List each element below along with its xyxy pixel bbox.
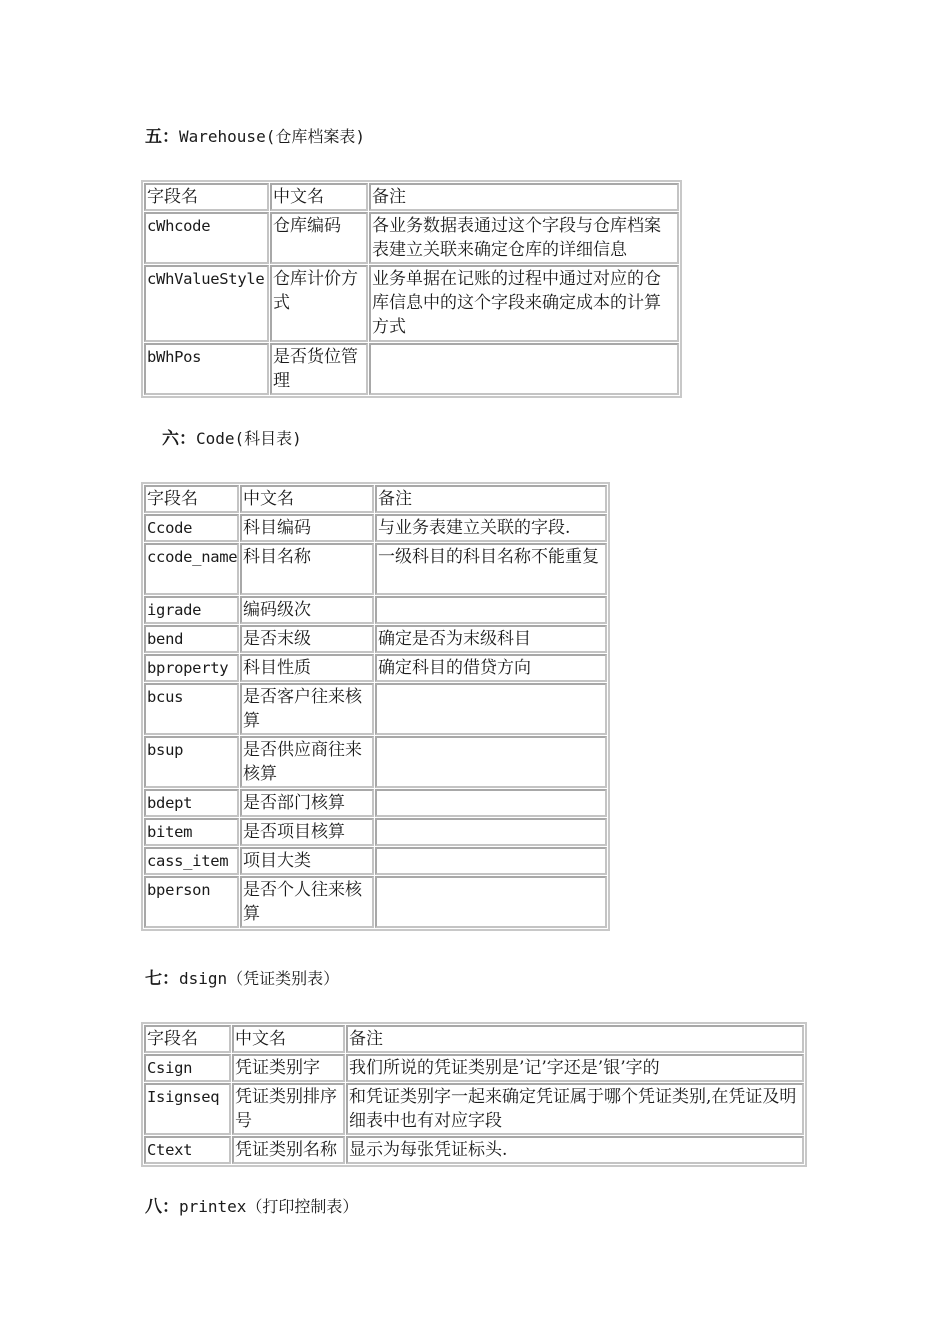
dsign-fields-table [141, 1022, 807, 1167]
remark-cell [375, 596, 607, 624]
chinese-name-cell: 是否供应商往来核算 [240, 736, 374, 788]
remark-cell: 与业务表建立关联的字段. [375, 514, 607, 542]
field-name-cell: Csign [144, 1054, 231, 1082]
section-number: 七： [145, 969, 179, 989]
table-row [144, 789, 607, 817]
table-row [144, 543, 607, 595]
chinese-name-cell: 是否部门核算 [240, 789, 374, 817]
remark-cell: 和凭证类别字一起来确定凭证属于哪个凭证类别,在凭证及明细表中也有对应字段 [346, 1083, 804, 1135]
table-header-row [144, 485, 607, 513]
field-name-cell: bWhPos [144, 343, 269, 395]
table-row [144, 847, 607, 875]
chinese-name-cell: 凭证类别名称 [232, 1136, 345, 1164]
header-cell: 备注 [346, 1025, 804, 1053]
header-cell: 中文名 [270, 183, 368, 211]
section-number: 八： [145, 1197, 179, 1217]
field-name-cell: ccode_name [144, 543, 239, 595]
field-name-cell: bend [144, 625, 239, 653]
section-heading-printex [145, 1197, 358, 1217]
field-name-cell: bitem [144, 818, 239, 846]
chinese-name-cell: 科目编码 [240, 514, 374, 542]
header-cell: 字段名 [144, 183, 269, 211]
warehouse-fields-table [141, 180, 682, 398]
header-cell: 中文名 [232, 1025, 345, 1053]
table-row [144, 212, 679, 264]
section-heading-warehouse [145, 127, 365, 147]
table-row [144, 596, 607, 624]
remark-cell [375, 683, 607, 735]
table-row [144, 343, 679, 395]
remark-cell: 各业务数据表通过这个字段与仓库档案表建立关联来确定仓库的详细信息 [369, 212, 679, 264]
remark-cell: 一级科目的科目名称不能重复 [375, 543, 607, 595]
field-name-cell: Ccode [144, 514, 239, 542]
table-row [144, 683, 607, 735]
header-cell: 字段名 [144, 485, 239, 513]
chinese-name-cell: 项目大类 [240, 847, 374, 875]
remark-cell: 确定是否为末级科目 [375, 625, 607, 653]
field-name-cell: igrade [144, 596, 239, 624]
section-number: 五： [145, 127, 179, 147]
remark-cell: 业务单据在记账的过程中通过对应的仓库信息中的这个字段来确定成本的计算方式 [369, 265, 679, 342]
code-fields-table [141, 482, 610, 931]
field-name-cell: cass_item [144, 847, 239, 875]
field-name-cell: bdept [144, 789, 239, 817]
table-row [144, 625, 607, 653]
table-row [144, 654, 607, 682]
field-name-cell: bproperty [144, 654, 239, 682]
table-row [144, 1083, 804, 1135]
chinese-name-cell: 凭证类别排序号 [232, 1083, 345, 1135]
chinese-name-cell: 是否末级 [240, 625, 374, 653]
section-heading-dsign [145, 969, 339, 989]
section-title: printex（打印控制表） [179, 1197, 359, 1216]
table-row [144, 265, 679, 342]
table-header-row [144, 183, 679, 211]
table-row [144, 876, 607, 928]
field-name-cell: cWhcode [144, 212, 269, 264]
chinese-name-cell: 仓库编码 [270, 212, 368, 264]
table-row [144, 818, 607, 846]
header-cell: 备注 [375, 485, 607, 513]
chinese-name-cell: 是否项目核算 [240, 818, 374, 846]
remark-cell [375, 847, 607, 875]
header-cell: 字段名 [144, 1025, 231, 1053]
table-row [144, 1054, 804, 1082]
table-row [144, 514, 607, 542]
chinese-name-cell: 凭证类别字 [232, 1054, 345, 1082]
section-title: dsign（凭证类别表） [179, 969, 340, 988]
chinese-name-cell: 仓库计价方式 [270, 265, 368, 342]
chinese-name-cell: 科目名称 [240, 543, 374, 595]
field-name-cell: bperson [144, 876, 239, 928]
section-title: Code(科目表) [196, 429, 302, 448]
field-name-cell: bcus [144, 683, 239, 735]
table-header-row [144, 1025, 804, 1053]
chinese-name-cell: 是否客户往来核算 [240, 683, 374, 735]
remark-cell: 确定科目的借贷方向 [375, 654, 607, 682]
table-row [144, 1136, 804, 1164]
remark-cell: 显示为每张凭证标头. [346, 1136, 804, 1164]
field-name-cell: Isignseq [144, 1083, 231, 1135]
remark-cell [375, 818, 607, 846]
chinese-name-cell: 编码级次 [240, 596, 374, 624]
field-name-cell: Ctext [144, 1136, 231, 1164]
chinese-name-cell: 是否个人往来核算 [240, 876, 374, 928]
remark-cell [375, 789, 607, 817]
section-title: Warehouse(仓库档案表) [179, 127, 365, 146]
section-heading-code [162, 429, 302, 449]
header-cell: 备注 [369, 183, 679, 211]
remark-cell [375, 876, 607, 928]
remark-cell [369, 343, 679, 395]
section-number: 六： [162, 429, 196, 449]
field-name-cell: cWhValueStyle [144, 265, 269, 342]
remark-cell: 我们所说的凭证类别是’记’字还是’银’字的 [346, 1054, 804, 1082]
chinese-name-cell: 是否货位管理 [270, 343, 368, 395]
chinese-name-cell: 科目性质 [240, 654, 374, 682]
table-row [144, 736, 607, 788]
remark-cell [375, 736, 607, 788]
header-cell: 中文名 [240, 485, 374, 513]
field-name-cell: bsup [144, 736, 239, 788]
